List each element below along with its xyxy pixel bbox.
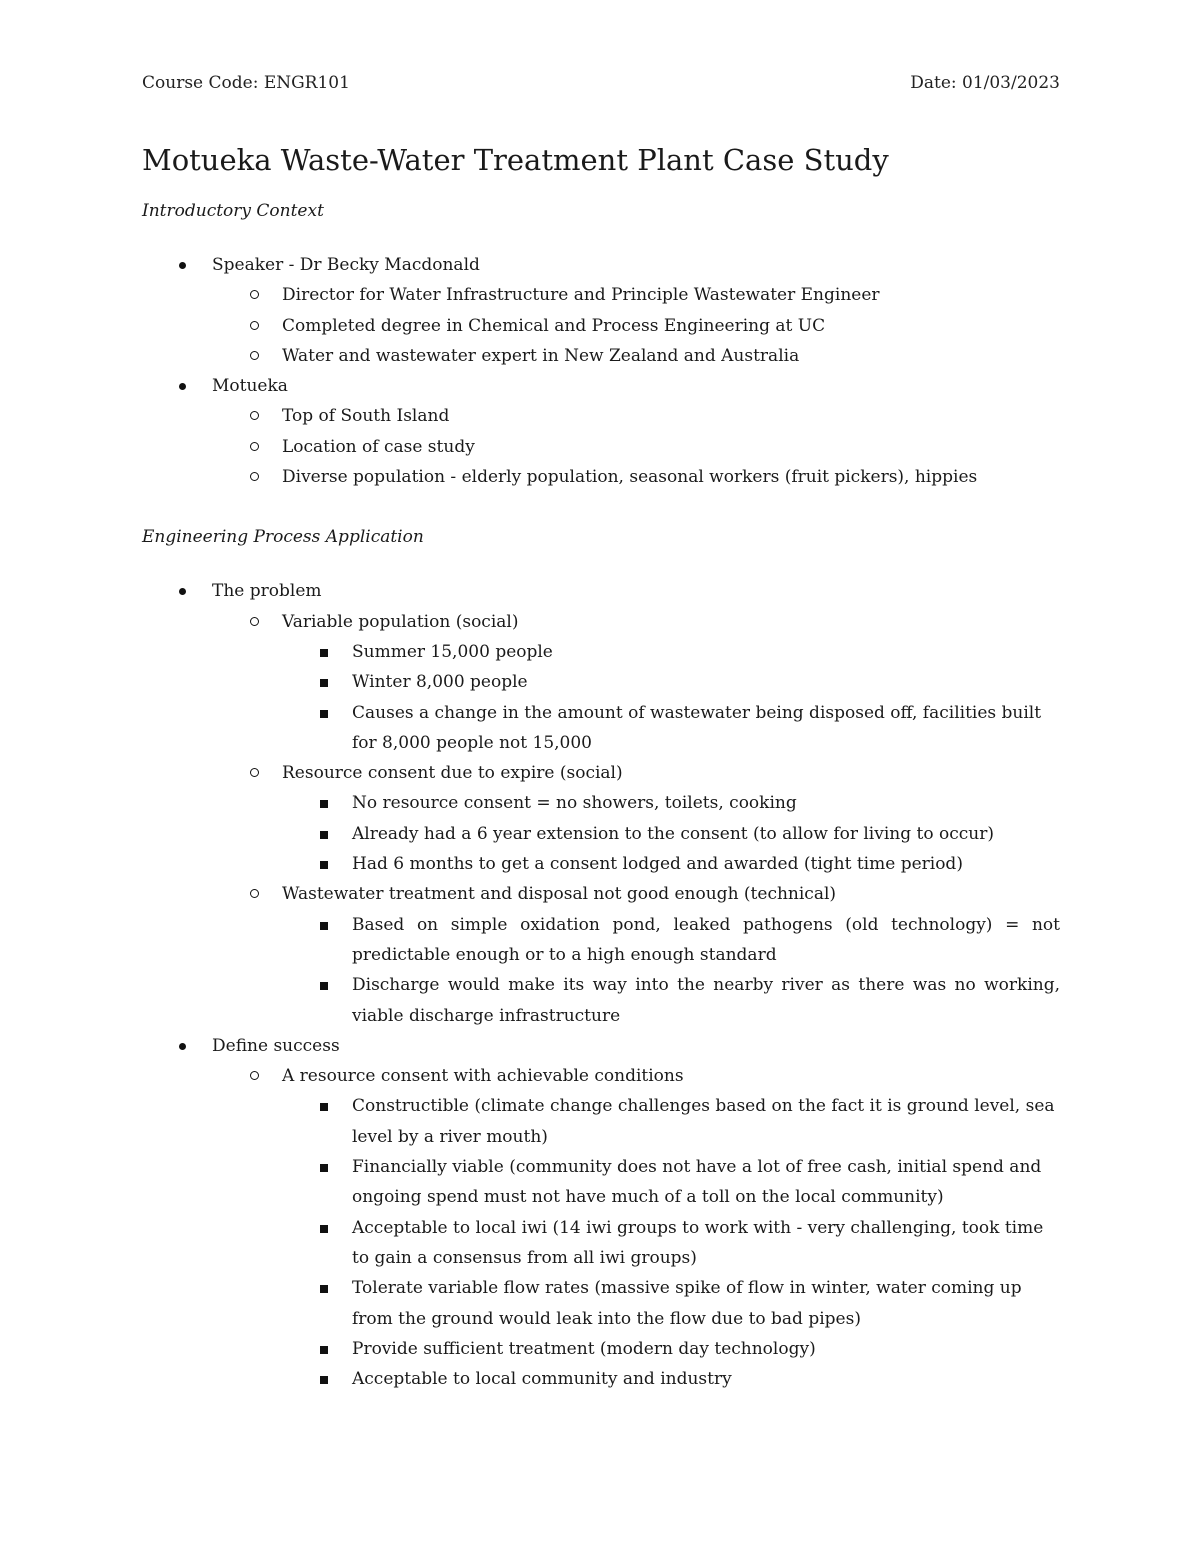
list-item-text: Water and wastewater expert in New Zealand and Australia (282, 345, 800, 366)
list-item (282, 849, 1060, 879)
list-item (282, 1364, 1060, 1394)
list-item (282, 1213, 1060, 1274)
list-item (142, 250, 1060, 371)
sub-sub-list (282, 637, 1060, 758)
sub-list (212, 607, 1060, 1031)
list-item (212, 462, 1060, 492)
list-item-text: Had 6 months to get a consent lodged and awarded (tight time period) (352, 854, 963, 875)
list-item-text: Acceptable to local iwi (14 iwi groups to work with - very challenging, took time to gain a consensus from all iwi groups) (352, 1217, 1044, 1268)
list-item-text: Acceptable to local community and industry (352, 1369, 732, 1390)
list-item-text: Summer 15,000 people (352, 641, 553, 662)
list-item-text: Discharge would make its way into the nearby river as there was no working, viable discharge infrastructure (352, 975, 1060, 1026)
list-item-text: Already had a 6 year extension to the consent (to allow for living to occur) (352, 823, 994, 844)
list-item (282, 1334, 1060, 1364)
square-bullet-icon (320, 1164, 328, 1172)
list-item-text: Causes a change in the amount of wastewater being disposed off, facilities built for 8,000 people not 15,000 (352, 702, 1042, 753)
list-item-text: Financially viable (community does not have a lot of free cash, initial spend and ongoing spend must not have much of a toll on the local community) (352, 1157, 1042, 1208)
square-bullet-icon (320, 710, 328, 718)
list-item (282, 1273, 1060, 1334)
list-item-text: Variable population (social) (282, 611, 519, 632)
list-item (282, 970, 1060, 1031)
date: Date: 01/03/2023 (910, 73, 1060, 93)
list-item-text: Constructible (climate change challenges based on the fact it is ground level, sea level by a river mouth) (352, 1096, 1055, 1147)
list-item-text: Director for Water Infrastructure and Principle Wastewater Engineer (282, 285, 880, 306)
square-bullet-icon (320, 800, 328, 808)
filled-bullet-icon (179, 1043, 186, 1050)
page-header (142, 68, 1060, 98)
list-item-text: Motueka (212, 376, 288, 397)
section-engineering-process (142, 522, 1060, 1394)
square-bullet-icon (320, 1285, 328, 1293)
list-item-text: Winter 8,000 people (352, 672, 528, 693)
list-item-text: Tolerate variable flow rates (massive spike of flow in winter, water coming up from the ground would leak into the flow due to bad pipes) (352, 1278, 1022, 1329)
list-item (212, 1061, 1060, 1394)
hollow-bullet-icon (250, 889, 259, 898)
list-item (282, 819, 1060, 849)
square-bullet-icon (320, 861, 328, 869)
hollow-bullet-icon (250, 617, 259, 626)
list-item (282, 910, 1060, 971)
hollow-bullet-icon (250, 321, 259, 330)
square-bullet-icon (320, 922, 328, 930)
list-item (282, 667, 1060, 697)
list-item (212, 280, 1060, 310)
square-bullet-icon (320, 1376, 328, 1384)
section-heading: Engineering Process Application (142, 527, 424, 548)
list-item-text: Wastewater treatment and disposal not good enough (technical) (282, 884, 837, 905)
course-code: Course Code: ENGR101 (142, 73, 350, 93)
list-item-text: Resource consent due to expire (social) (282, 763, 623, 784)
list-item-text: Speaker - Dr Becky Macdonald (212, 255, 480, 275)
section-heading: Introductory Context (142, 201, 324, 221)
list-item (142, 576, 1060, 1030)
list-item-text: Diverse population - elderly population, seasonal workers (fruit pickers), hippies (282, 467, 978, 488)
list-item (282, 637, 1060, 667)
list-item-text: The problem (212, 581, 322, 602)
list-item (212, 401, 1060, 431)
square-bullet-icon (320, 1346, 328, 1354)
list-item-text: Completed degree in Chemical and Process Engineering at UC (282, 315, 826, 336)
square-bullet-icon (320, 982, 328, 990)
hollow-bullet-icon (250, 290, 259, 299)
list-item (142, 1031, 1060, 1395)
hollow-bullet-icon (250, 472, 259, 481)
list-item-text: No resource consent = no showers, toilets, cooking (352, 793, 797, 814)
square-bullet-icon (320, 1225, 328, 1233)
hollow-bullet-icon (250, 351, 259, 360)
list-item (212, 758, 1060, 879)
sub-sub-list (282, 788, 1060, 879)
square-bullet-icon (320, 1103, 328, 1111)
list-item-text: Define success (212, 1035, 340, 1056)
hollow-bullet-icon (250, 442, 259, 451)
sub-sub-list (282, 910, 1060, 1031)
hollow-bullet-icon (250, 1071, 259, 1080)
sub-list (212, 280, 1060, 371)
hollow-bullet-icon (250, 768, 259, 777)
document-page (142, 68, 1060, 1394)
list-item-text: Provide sufficient treatment (modern day technology) (352, 1338, 816, 1359)
list-item-text: Location of case study (282, 436, 475, 457)
hollow-bullet-icon (250, 411, 259, 420)
filled-bullet-icon (179, 588, 186, 595)
list-item-text: Based on simple oxidation pond, leaked pathogens (old technology) = not predictable enough or to a high enough standard (352, 914, 1060, 965)
list-item (282, 698, 1060, 759)
list-item (282, 1091, 1060, 1152)
sub-sub-list (282, 1091, 1060, 1394)
bullet-list (142, 250, 1060, 492)
bullet-list (142, 576, 1060, 1394)
list-item (282, 1152, 1060, 1213)
list-item (282, 788, 1060, 818)
square-bullet-icon (320, 649, 328, 657)
list-item (212, 879, 1060, 1030)
list-item (212, 432, 1060, 462)
list-item (212, 311, 1060, 341)
sub-list (212, 401, 1060, 492)
list-item (212, 607, 1060, 758)
filled-bullet-icon (179, 262, 186, 269)
sub-list (212, 1061, 1060, 1394)
filled-bullet-icon (179, 383, 186, 390)
document-title: Motueka Waste-Water Treatment Plant Case Study (142, 143, 889, 177)
square-bullet-icon (320, 679, 328, 687)
list-item-text: A resource consent with achievable conditions (282, 1066, 684, 1087)
list-item-text: Top of South Island (282, 406, 450, 427)
list-item (142, 371, 1060, 492)
section-introductory-context (142, 196, 1060, 492)
list-item (212, 341, 1060, 371)
square-bullet-icon (320, 831, 328, 839)
